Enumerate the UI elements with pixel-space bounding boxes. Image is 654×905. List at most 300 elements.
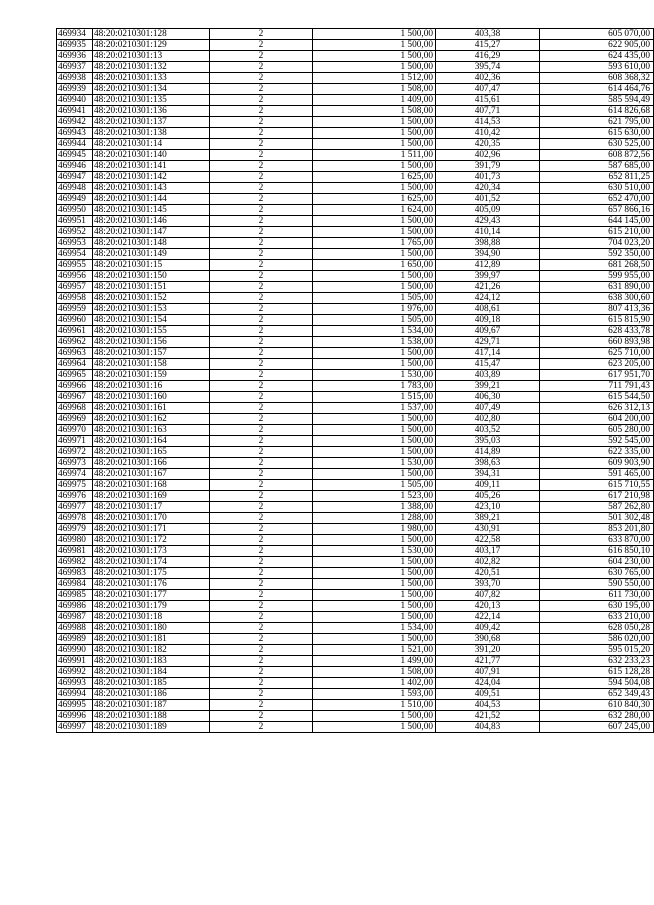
table-row xyxy=(57,414,654,425)
group-code-cell: 2 xyxy=(210,106,313,117)
cadastral-value-cell: 652 349,43 xyxy=(540,689,654,700)
row-number-cell: 469973 xyxy=(57,458,93,469)
cadastral-value-cell: 611 730,00 xyxy=(540,590,654,601)
area-cell: 1 500,00 xyxy=(313,128,436,139)
specific-value-cell: 420,34 xyxy=(436,183,540,194)
cadastral-number-cell: 48:20:0210301:172 xyxy=(93,535,210,546)
specific-value-cell: 423,10 xyxy=(436,502,540,513)
group-code-cell: 2 xyxy=(210,370,313,381)
cadastral-number-cell: 48:20:0210301:179 xyxy=(93,601,210,612)
area-cell: 1 508,00 xyxy=(313,106,436,117)
table-row xyxy=(57,722,654,733)
cadastral-value-cell: 609 903,90 xyxy=(540,458,654,469)
area-cell: 1 512,00 xyxy=(313,73,436,84)
row-number-cell: 469981 xyxy=(57,546,93,557)
cadastral-number-cell: 48:20:0210301:137 xyxy=(93,117,210,128)
cadastral-value-cell: 595 015,20 xyxy=(540,645,654,656)
table-row xyxy=(57,678,654,689)
cadastral-value-cell: 604 230,00 xyxy=(540,557,654,568)
cadastral-number-cell: 48:20:0210301:166 xyxy=(93,458,210,469)
specific-value-cell: 407,82 xyxy=(436,590,540,601)
row-number-cell: 469980 xyxy=(57,535,93,546)
group-code-cell: 2 xyxy=(210,73,313,84)
area-cell: 1 530,00 xyxy=(313,546,436,557)
specific-value-cell: 391,79 xyxy=(436,161,540,172)
cadastral-number-cell: 48:20:0210301:143 xyxy=(93,183,210,194)
area-cell: 1 624,00 xyxy=(313,205,436,216)
row-number-cell: 469989 xyxy=(57,634,93,645)
area-cell: 1 530,00 xyxy=(313,458,436,469)
group-code-cell: 2 xyxy=(210,62,313,73)
area-cell: 1 500,00 xyxy=(313,227,436,238)
cadastral-number-cell: 48:20:0210301:167 xyxy=(93,469,210,480)
group-code-cell: 2 xyxy=(210,359,313,370)
group-code-cell: 2 xyxy=(210,634,313,645)
table-row xyxy=(57,403,654,414)
area-cell: 1 500,00 xyxy=(313,590,436,601)
row-number-cell: 469944 xyxy=(57,139,93,150)
cadastral-number-cell: 48:20:0210301:162 xyxy=(93,414,210,425)
row-number-cell: 469985 xyxy=(57,590,93,601)
row-number-cell: 469982 xyxy=(57,557,93,568)
specific-value-cell: 417,14 xyxy=(436,348,540,359)
specific-value-cell: 391,20 xyxy=(436,645,540,656)
table-row xyxy=(57,282,654,293)
group-code-cell: 2 xyxy=(210,40,313,51)
group-code-cell: 2 xyxy=(210,183,313,194)
group-code-cell: 2 xyxy=(210,722,313,733)
row-number-cell: 469956 xyxy=(57,271,93,282)
cadastral-number-cell: 48:20:0210301:163 xyxy=(93,425,210,436)
group-code-cell: 2 xyxy=(210,557,313,568)
cadastral-number-cell: 48:20:0210301:16 xyxy=(93,381,210,392)
group-code-cell: 2 xyxy=(210,667,313,678)
row-number-cell: 469959 xyxy=(57,304,93,315)
cadastral-value-cell: 615 710,55 xyxy=(540,480,654,491)
cadastral-number-cell: 48:20:0210301:148 xyxy=(93,238,210,249)
row-number-cell: 469940 xyxy=(57,95,93,106)
cadastral-value-cell: 628 433,78 xyxy=(540,326,654,337)
table-row xyxy=(57,513,654,524)
specific-value-cell: 401,52 xyxy=(436,194,540,205)
specific-value-cell: 406,30 xyxy=(436,392,540,403)
area-cell: 1 500,00 xyxy=(313,601,436,612)
specific-value-cell: 420,35 xyxy=(436,139,540,150)
row-number-cell: 469994 xyxy=(57,689,93,700)
cadastral-value-cell: 608 872,56 xyxy=(540,150,654,161)
row-number-cell: 469975 xyxy=(57,480,93,491)
specific-value-cell: 394,31 xyxy=(436,469,540,480)
table-row xyxy=(57,227,654,238)
table-row xyxy=(57,84,654,95)
specific-value-cell: 430,91 xyxy=(436,524,540,535)
row-number-cell: 469986 xyxy=(57,601,93,612)
cadastral-value-cell: 638 300,60 xyxy=(540,293,654,304)
cadastral-value-cell: 610 840,30 xyxy=(540,700,654,711)
cadastral-number-cell: 48:20:0210301:183 xyxy=(93,656,210,667)
area-cell: 1 402,00 xyxy=(313,678,436,689)
cadastral-number-cell: 48:20:0210301:171 xyxy=(93,524,210,535)
table-row xyxy=(57,590,654,601)
cadastral-value-cell: 586 020,00 xyxy=(540,634,654,645)
row-number-cell: 469997 xyxy=(57,722,93,733)
row-number-cell: 469934 xyxy=(57,29,93,40)
specific-value-cell: 407,91 xyxy=(436,667,540,678)
cadastral-number-cell: 48:20:0210301:165 xyxy=(93,447,210,458)
group-code-cell: 2 xyxy=(210,502,313,513)
group-code-cell: 2 xyxy=(210,436,313,447)
cadastral-value-cell: 625 710,00 xyxy=(540,348,654,359)
row-number-cell: 469991 xyxy=(57,656,93,667)
area-cell: 1 500,00 xyxy=(313,359,436,370)
cadastral-number-cell: 48:20:0210301:164 xyxy=(93,436,210,447)
cadastral-value-cell: 615 630,00 xyxy=(540,128,654,139)
row-number-cell: 469942 xyxy=(57,117,93,128)
cadastral-value-cell: 617 951,70 xyxy=(540,370,654,381)
area-cell: 1 500,00 xyxy=(313,51,436,62)
cadastral-number-cell: 48:20:0210301:170 xyxy=(93,513,210,524)
specific-value-cell: 398,63 xyxy=(436,458,540,469)
cadastral-value-cell: 628 050,28 xyxy=(540,623,654,634)
area-cell: 1 523,00 xyxy=(313,491,436,502)
specific-value-cell: 422,58 xyxy=(436,535,540,546)
cadastral-number-cell: 48:20:0210301:147 xyxy=(93,227,210,238)
cadastral-value-cell: 630 510,00 xyxy=(540,183,654,194)
row-number-cell: 469971 xyxy=(57,436,93,447)
cadastral-number-cell: 48:20:0210301:155 xyxy=(93,326,210,337)
cadastral-value-cell: 624 435,00 xyxy=(540,51,654,62)
cadastral-number-cell: 48:20:0210301:177 xyxy=(93,590,210,601)
table-row xyxy=(57,667,654,678)
cadastral-value-cell: 594 504,08 xyxy=(540,678,654,689)
area-cell: 1 976,00 xyxy=(313,304,436,315)
area-cell: 1 511,00 xyxy=(313,150,436,161)
row-number-cell: 469995 xyxy=(57,700,93,711)
row-number-cell: 469937 xyxy=(57,62,93,73)
table-row xyxy=(57,249,654,260)
table-row xyxy=(57,447,654,458)
row-number-cell: 469969 xyxy=(57,414,93,425)
group-code-cell: 2 xyxy=(210,194,313,205)
table-row xyxy=(57,458,654,469)
row-number-cell: 469966 xyxy=(57,381,93,392)
table-row xyxy=(57,436,654,447)
cadastral-number-cell: 48:20:0210301:142 xyxy=(93,172,210,183)
area-cell: 1 625,00 xyxy=(313,172,436,183)
specific-value-cell: 407,49 xyxy=(436,403,540,414)
row-number-cell: 469988 xyxy=(57,623,93,634)
group-code-cell: 2 xyxy=(210,711,313,722)
group-code-cell: 2 xyxy=(210,84,313,95)
row-number-cell: 469974 xyxy=(57,469,93,480)
table-row xyxy=(57,271,654,282)
specific-value-cell: 409,42 xyxy=(436,623,540,634)
cadastral-value-cell: 615 128,28 xyxy=(540,667,654,678)
cadastral-number-cell: 48:20:0210301:134 xyxy=(93,84,210,95)
specific-value-cell: 402,36 xyxy=(436,73,540,84)
cadastral-value-cell: 657 866,16 xyxy=(540,205,654,216)
group-code-cell: 2 xyxy=(210,546,313,557)
table-row xyxy=(57,711,654,722)
cadastral-number-cell: 48:20:0210301:158 xyxy=(93,359,210,370)
table-row xyxy=(57,689,654,700)
area-cell: 1 765,00 xyxy=(313,238,436,249)
group-code-cell: 2 xyxy=(210,95,313,106)
specific-value-cell: 403,89 xyxy=(436,370,540,381)
table-row xyxy=(57,29,654,40)
specific-value-cell: 414,53 xyxy=(436,117,540,128)
cadastral-number-cell: 48:20:0210301:132 xyxy=(93,62,210,73)
area-cell: 1 521,00 xyxy=(313,645,436,656)
table-row xyxy=(57,128,654,139)
group-code-cell: 2 xyxy=(210,678,313,689)
row-number-cell: 469950 xyxy=(57,205,93,216)
group-code-cell: 2 xyxy=(210,590,313,601)
specific-value-cell: 404,53 xyxy=(436,700,540,711)
table-body xyxy=(57,29,654,733)
cadastral-value-cell: 660 893,98 xyxy=(540,337,654,348)
table-row xyxy=(57,524,654,535)
specific-value-cell: 395,03 xyxy=(436,436,540,447)
cadastral-value-cell: 608 368,32 xyxy=(540,73,654,84)
row-number-cell: 469935 xyxy=(57,40,93,51)
table-row xyxy=(57,557,654,568)
table-row xyxy=(57,304,654,315)
cadastral-number-cell: 48:20:0210301:129 xyxy=(93,40,210,51)
group-code-cell: 2 xyxy=(210,271,313,282)
cadastral-number-cell: 48:20:0210301:173 xyxy=(93,546,210,557)
table-row xyxy=(57,51,654,62)
group-code-cell: 2 xyxy=(210,447,313,458)
specific-value-cell: 408,61 xyxy=(436,304,540,315)
row-number-cell: 469951 xyxy=(57,216,93,227)
cadastral-value-cell: 630 765,00 xyxy=(540,568,654,579)
row-number-cell: 469968 xyxy=(57,403,93,414)
row-number-cell: 469978 xyxy=(57,513,93,524)
group-code-cell: 2 xyxy=(210,568,313,579)
cadastral-number-cell: 48:20:0210301:188 xyxy=(93,711,210,722)
cadastral-number-cell: 48:20:0210301:153 xyxy=(93,304,210,315)
cadastral-number-cell: 48:20:0210301:146 xyxy=(93,216,210,227)
cadastral-value-cell: 807 413,36 xyxy=(540,304,654,315)
area-cell: 1 505,00 xyxy=(313,315,436,326)
specific-value-cell: 398,88 xyxy=(436,238,540,249)
table-row xyxy=(57,326,654,337)
specific-value-cell: 409,11 xyxy=(436,480,540,491)
table-row xyxy=(57,612,654,623)
row-number-cell: 469993 xyxy=(57,678,93,689)
specific-value-cell: 402,82 xyxy=(436,557,540,568)
specific-value-cell: 403,52 xyxy=(436,425,540,436)
area-cell: 1 510,00 xyxy=(313,700,436,711)
area-cell: 1 500,00 xyxy=(313,62,436,73)
cadastral-number-cell: 48:20:0210301:160 xyxy=(93,392,210,403)
cadastral-value-cell: 622 335,00 xyxy=(540,447,654,458)
table-row xyxy=(57,601,654,612)
group-code-cell: 2 xyxy=(210,403,313,414)
specific-value-cell: 394,90 xyxy=(436,249,540,260)
group-code-cell: 2 xyxy=(210,326,313,337)
cadastral-number-cell: 48:20:0210301:186 xyxy=(93,689,210,700)
row-number-cell: 469936 xyxy=(57,51,93,62)
cadastral-value-cell: 614 464,76 xyxy=(540,84,654,95)
area-cell: 1 500,00 xyxy=(313,535,436,546)
area-cell: 1 500,00 xyxy=(313,117,436,128)
table-row xyxy=(57,623,654,634)
cadastral-value-cell: 591 465,00 xyxy=(540,469,654,480)
group-code-cell: 2 xyxy=(210,381,313,392)
specific-value-cell: 390,68 xyxy=(436,634,540,645)
cadastral-value-cell: 615 544,50 xyxy=(540,392,654,403)
specific-value-cell: 402,80 xyxy=(436,414,540,425)
cadastral-value-cell: 644 145,00 xyxy=(540,216,654,227)
area-cell: 1 625,00 xyxy=(313,194,436,205)
cadastral-value-cell: 585 594,49 xyxy=(540,95,654,106)
group-code-cell: 2 xyxy=(210,172,313,183)
cadastral-value-cell: 704 023,20 xyxy=(540,238,654,249)
cadastral-number-cell: 48:20:0210301:145 xyxy=(93,205,210,216)
row-number-cell: 469965 xyxy=(57,370,93,381)
area-cell: 1 500,00 xyxy=(313,282,436,293)
specific-value-cell: 409,18 xyxy=(436,315,540,326)
area-cell: 1 508,00 xyxy=(313,84,436,95)
cadastral-value-cell: 501 302,48 xyxy=(540,513,654,524)
table-row xyxy=(57,700,654,711)
cadastral-number-cell: 48:20:0210301:141 xyxy=(93,161,210,172)
specific-value-cell: 410,14 xyxy=(436,227,540,238)
cadastral-value-cell: 615 210,00 xyxy=(540,227,654,238)
specific-value-cell: 421,77 xyxy=(436,656,540,667)
specific-value-cell: 410,42 xyxy=(436,128,540,139)
row-number-cell: 469960 xyxy=(57,315,93,326)
cadastral-number-cell: 48:20:0210301:184 xyxy=(93,667,210,678)
cadastral-value-cell: 616 850,10 xyxy=(540,546,654,557)
group-code-cell: 2 xyxy=(210,227,313,238)
specific-value-cell: 404,83 xyxy=(436,722,540,733)
table-row xyxy=(57,656,654,667)
row-number-cell: 469996 xyxy=(57,711,93,722)
area-cell: 1 505,00 xyxy=(313,480,436,491)
group-code-cell: 2 xyxy=(210,645,313,656)
group-code-cell: 2 xyxy=(210,469,313,480)
area-cell: 1 500,00 xyxy=(313,557,436,568)
table-row xyxy=(57,579,654,590)
area-cell: 1 409,00 xyxy=(313,95,436,106)
area-cell: 1 500,00 xyxy=(313,634,436,645)
cadastral-number-cell: 48:20:0210301:182 xyxy=(93,645,210,656)
group-code-cell: 2 xyxy=(210,293,313,304)
area-cell: 1 534,00 xyxy=(313,326,436,337)
specific-value-cell: 405,09 xyxy=(436,205,540,216)
table-row xyxy=(57,337,654,348)
cadastral-number-cell: 48:20:0210301:168 xyxy=(93,480,210,491)
table-row xyxy=(57,480,654,491)
table-row xyxy=(57,535,654,546)
table-row xyxy=(57,348,654,359)
group-code-cell: 2 xyxy=(210,249,313,260)
specific-value-cell: 429,43 xyxy=(436,216,540,227)
area-cell: 1 500,00 xyxy=(313,183,436,194)
group-code-cell: 2 xyxy=(210,348,313,359)
row-number-cell: 469946 xyxy=(57,161,93,172)
area-cell: 1 783,00 xyxy=(313,381,436,392)
specific-value-cell: 421,52 xyxy=(436,711,540,722)
table-row xyxy=(57,62,654,73)
group-code-cell: 2 xyxy=(210,491,313,502)
specific-value-cell: 401,73 xyxy=(436,172,540,183)
cadastral-number-cell: 48:20:0210301:152 xyxy=(93,293,210,304)
specific-value-cell: 407,47 xyxy=(436,84,540,95)
table-row xyxy=(57,645,654,656)
row-number-cell: 469943 xyxy=(57,128,93,139)
cadastral-number-cell: 48:20:0210301:180 xyxy=(93,623,210,634)
cadastral-value-cell: 681 268,50 xyxy=(540,260,654,271)
group-code-cell: 2 xyxy=(210,260,313,271)
cadastral-value-cell: 632 280,00 xyxy=(540,711,654,722)
cadastral-value-cell: 599 955,00 xyxy=(540,271,654,282)
cadastral-value-cell: 630 195,00 xyxy=(540,601,654,612)
table-row xyxy=(57,315,654,326)
row-number-cell: 469952 xyxy=(57,227,93,238)
specific-value-cell: 429,71 xyxy=(436,337,540,348)
area-cell: 1 508,00 xyxy=(313,667,436,678)
group-code-cell: 2 xyxy=(210,51,313,62)
cadastral-number-cell: 48:20:0210301:144 xyxy=(93,194,210,205)
specific-value-cell: 399,21 xyxy=(436,381,540,392)
group-code-cell: 2 xyxy=(210,139,313,150)
table-row xyxy=(57,359,654,370)
group-code-cell: 2 xyxy=(210,656,313,667)
group-code-cell: 2 xyxy=(210,117,313,128)
cadastral-number-cell: 48:20:0210301:133 xyxy=(93,73,210,84)
cadastral-value-cell: 631 890,00 xyxy=(540,282,654,293)
table-row xyxy=(57,491,654,502)
table-row xyxy=(57,392,654,403)
cadastral-number-cell: 48:20:0210301:17 xyxy=(93,502,210,513)
table-row xyxy=(57,183,654,194)
specific-value-cell: 424,12 xyxy=(436,293,540,304)
table-row xyxy=(57,194,654,205)
row-number-cell: 469945 xyxy=(57,150,93,161)
cadastral-value-cell: 853 201,80 xyxy=(540,524,654,535)
area-cell: 1 500,00 xyxy=(313,568,436,579)
area-cell: 1 500,00 xyxy=(313,579,436,590)
row-number-cell: 469961 xyxy=(57,326,93,337)
cadastral-value-cell: 614 826,68 xyxy=(540,106,654,117)
row-number-cell: 469938 xyxy=(57,73,93,84)
table-row xyxy=(57,106,654,117)
cadastral-number-cell: 48:20:0210301:189 xyxy=(93,722,210,733)
area-cell: 1 288,00 xyxy=(313,513,436,524)
cadastral-value-cell: 587 685,00 xyxy=(540,161,654,172)
table-row xyxy=(57,40,654,51)
area-cell: 1 650,00 xyxy=(313,260,436,271)
group-code-cell: 2 xyxy=(210,458,313,469)
specific-value-cell: 415,61 xyxy=(436,95,540,106)
area-cell: 1 500,00 xyxy=(313,348,436,359)
row-number-cell: 469964 xyxy=(57,359,93,370)
table-row xyxy=(57,634,654,645)
row-number-cell: 469977 xyxy=(57,502,93,513)
row-number-cell: 469949 xyxy=(57,194,93,205)
cadastral-value-cell: 592 350,00 xyxy=(540,249,654,260)
row-number-cell: 469958 xyxy=(57,293,93,304)
cadastral-value-cell: 623 205,00 xyxy=(540,359,654,370)
group-code-cell: 2 xyxy=(210,128,313,139)
area-cell: 1 500,00 xyxy=(313,436,436,447)
cadastral-value-table xyxy=(56,28,654,733)
row-number-cell: 469984 xyxy=(57,579,93,590)
